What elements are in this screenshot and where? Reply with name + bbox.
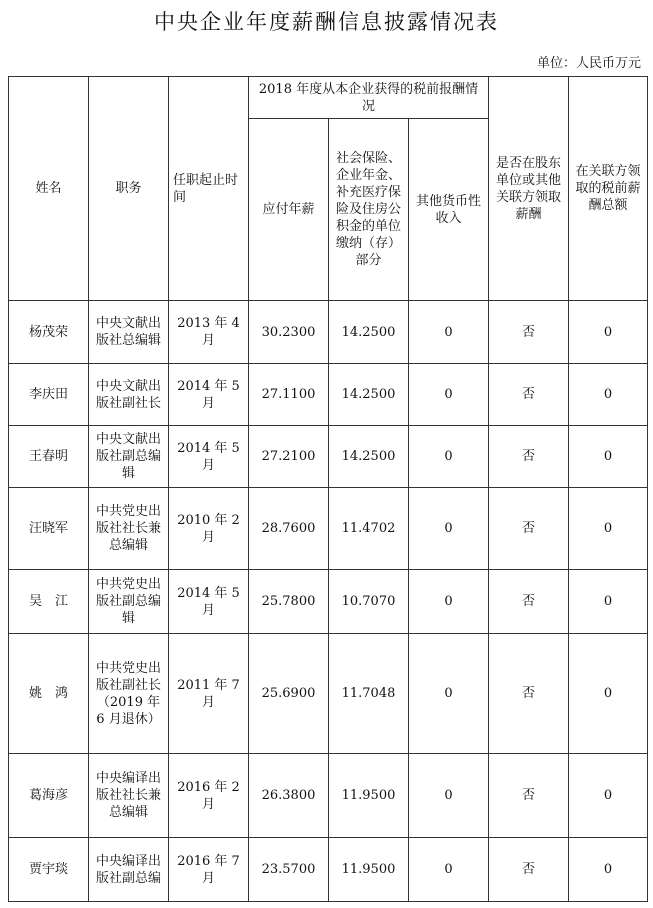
header-social: 社会保险、企业年金、补充医疗保险及住房公积金的单位缴纳（存）部分 [329,119,409,301]
cell-related: 0 [569,426,648,488]
header-position: 职务 [89,77,169,301]
table-row [9,754,648,838]
cell-salary: 23.5700 [249,838,329,902]
cell-name: 吴 江 [9,570,89,634]
cell-position: 中央编译出版社社长兼总编辑 [89,754,169,838]
cell-shareholder: 否 [489,426,569,488]
cell-position: 中央文献出版社总编辑 [89,301,169,364]
cell-social: 14.2500 [329,301,409,364]
cell-other: 0 [409,754,489,838]
cell-tenure: 2013 年 4 月 [169,301,249,364]
cell-position: 中共党史出版社社长兼总编辑 [89,488,169,570]
table-row [9,488,648,570]
cell-related: 0 [569,488,648,570]
cell-social: 11.9500 [329,754,409,838]
cell-other: 0 [409,570,489,634]
cell-social: 11.4702 [329,488,409,570]
cell-related: 0 [569,838,648,902]
cell-social: 10.7070 [329,570,409,634]
cell-shareholder: 否 [489,634,569,754]
cell-salary: 26.3800 [249,754,329,838]
cell-shareholder: 否 [489,754,569,838]
cell-shareholder: 否 [489,570,569,634]
cell-position: 中共党史出版社副总编辑 [89,570,169,634]
cell-name: 姚 鸿 [9,634,89,754]
cell-name: 葛海彦 [9,754,89,838]
cell-tenure: 2011 年 7 月 [169,634,249,754]
cell-social: 14.2500 [329,364,409,426]
cell-social: 14.2500 [329,426,409,488]
cell-name: 贾宇琰 [9,838,89,902]
cell-tenure: 2014 年 5 月 [169,426,249,488]
header-related: 在关联方领取的税前薪酬总额 [569,77,648,301]
cell-salary: 27.2100 [249,426,329,488]
cell-position: 中央编译出版社副总编 [89,838,169,902]
table-row [9,426,648,488]
header-name: 姓名 [9,77,89,301]
cell-related: 0 [569,364,648,426]
header-salary: 应付年薪 [249,119,329,301]
cell-position: 中央文献出版社副总编辑 [89,426,169,488]
cell-other: 0 [409,838,489,902]
cell-shareholder: 否 [489,301,569,364]
page-title: 中央企业年度薪酬信息披露情况表 [154,10,499,34]
cell-position: 中央文献出版社副社长 [89,364,169,426]
cell-name: 汪晓军 [9,488,89,570]
cell-salary: 30.2300 [249,301,329,364]
cell-tenure: 2014 年 5 月 [169,570,249,634]
table-row [9,838,648,902]
cell-social: 11.7048 [329,634,409,754]
cell-tenure: 2014 年 5 月 [169,364,249,426]
cell-position: 中共党史出版社副社长（2019 年 6 月退休） [89,634,169,754]
cell-name: 杨茂荣 [9,301,89,364]
cell-salary: 25.6900 [249,634,329,754]
cell-other: 0 [409,364,489,426]
cell-shareholder: 否 [489,488,569,570]
header-shareholder: 是否在股东单位或其他关联方领取薪酬 [489,77,569,301]
cell-salary: 28.7600 [249,488,329,570]
cell-name: 王春明 [9,426,89,488]
cell-related: 0 [569,570,648,634]
cell-other: 0 [409,301,489,364]
unit-label: 单位：人民币万元 [536,56,641,71]
cell-other: 0 [409,634,489,754]
cell-salary: 27.1100 [249,364,329,426]
cell-other: 0 [409,488,489,570]
cell-related: 0 [569,301,648,364]
cell-tenure: 2016 年 2 月 [169,754,249,838]
header-other: 其他货币性收入 [409,119,489,301]
cell-social: 11.9500 [329,838,409,902]
cell-name: 李庆田 [9,364,89,426]
cell-tenure: 2010 年 2 月 [169,488,249,570]
table-body [9,301,648,902]
cell-tenure: 2016 年 7 月 [169,838,249,902]
table-row [9,301,648,364]
cell-shareholder: 否 [489,364,569,426]
cell-shareholder: 否 [489,838,569,902]
cell-related: 0 [569,634,648,754]
table-row [9,634,648,754]
salary-table [8,76,648,902]
header-group: 2018 年度从本企业获得的税前报酬情况 [249,77,489,119]
cell-salary: 25.7800 [249,570,329,634]
cell-other: 0 [409,426,489,488]
table-row [9,364,648,426]
table-row [9,570,648,634]
header-tenure: 任职起止时间 [169,77,249,301]
cell-related: 0 [569,754,648,838]
